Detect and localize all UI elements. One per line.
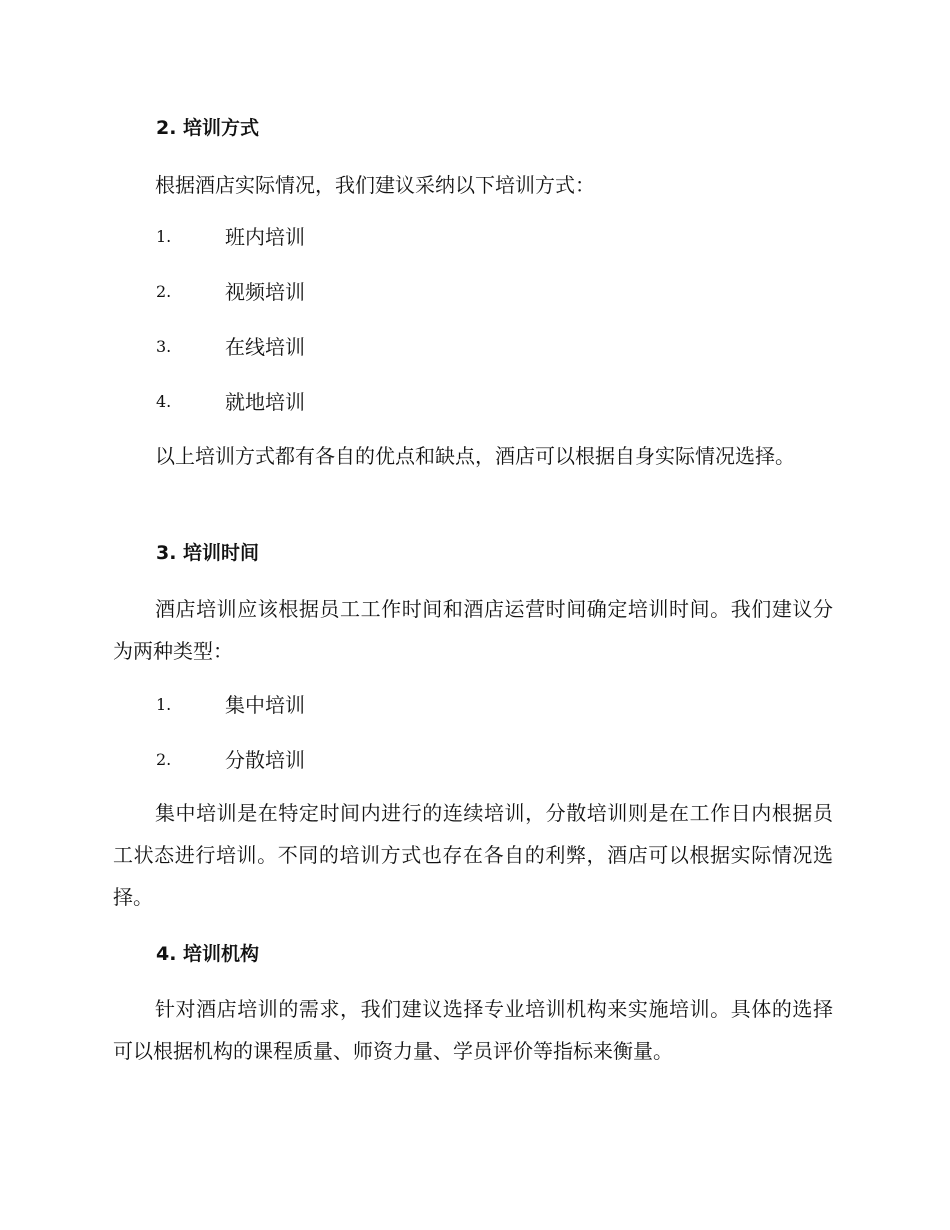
list-item-text: 在线培训 — [225, 335, 305, 359]
list-item-text: 就地培训 — [225, 390, 305, 414]
list-item-text: 视频培训 — [225, 280, 305, 304]
list-item-number: 2. — [156, 282, 172, 301]
list-item-text: 班内培训 — [225, 225, 305, 249]
training-institution-body: 针对酒店培训的需求，我们建议选择专业培训机构来实施培训。具体的选择可以根据机构的课程质量、师资力量、学员评价等指标来衡量。 — [113, 997, 833, 1063]
list-item-number: 3. — [156, 337, 172, 356]
list-item-number: 4. — [156, 392, 172, 411]
list-item-number: 1. — [156, 695, 172, 714]
list-item-number: 2. — [156, 750, 172, 769]
list-item-number: 1. — [156, 227, 172, 246]
list-item-text: 集中培训 — [225, 693, 305, 717]
section-heading-training-institution: 4. 培训机构 — [156, 943, 260, 965]
section-heading-training-time: 3. 培训时间 — [156, 542, 260, 564]
training-methods-outro: 以上培训方式都有各自的优点和缺点，酒店可以根据自身实际情况选择。 — [155, 444, 795, 468]
section-heading-training-methods: 2. 培训方式 — [156, 117, 260, 139]
training-time-outro: 集中培训是在特定时间内进行的连续培训，分散培训则是在工作日内根据员工状态进行培训。不同的培训方式也存在各自的利弊，酒店可以根据实际情况选择。 — [113, 801, 833, 909]
list-item-text: 分散培训 — [225, 748, 305, 772]
training-time-intro: 酒店培训应该根据员工工作时间和酒店运营时间确定培训时间。我们建议分为两种类型： — [113, 597, 833, 663]
training-methods-intro: 根据酒店实际情况，我们建议采纳以下培训方式： — [155, 173, 595, 197]
